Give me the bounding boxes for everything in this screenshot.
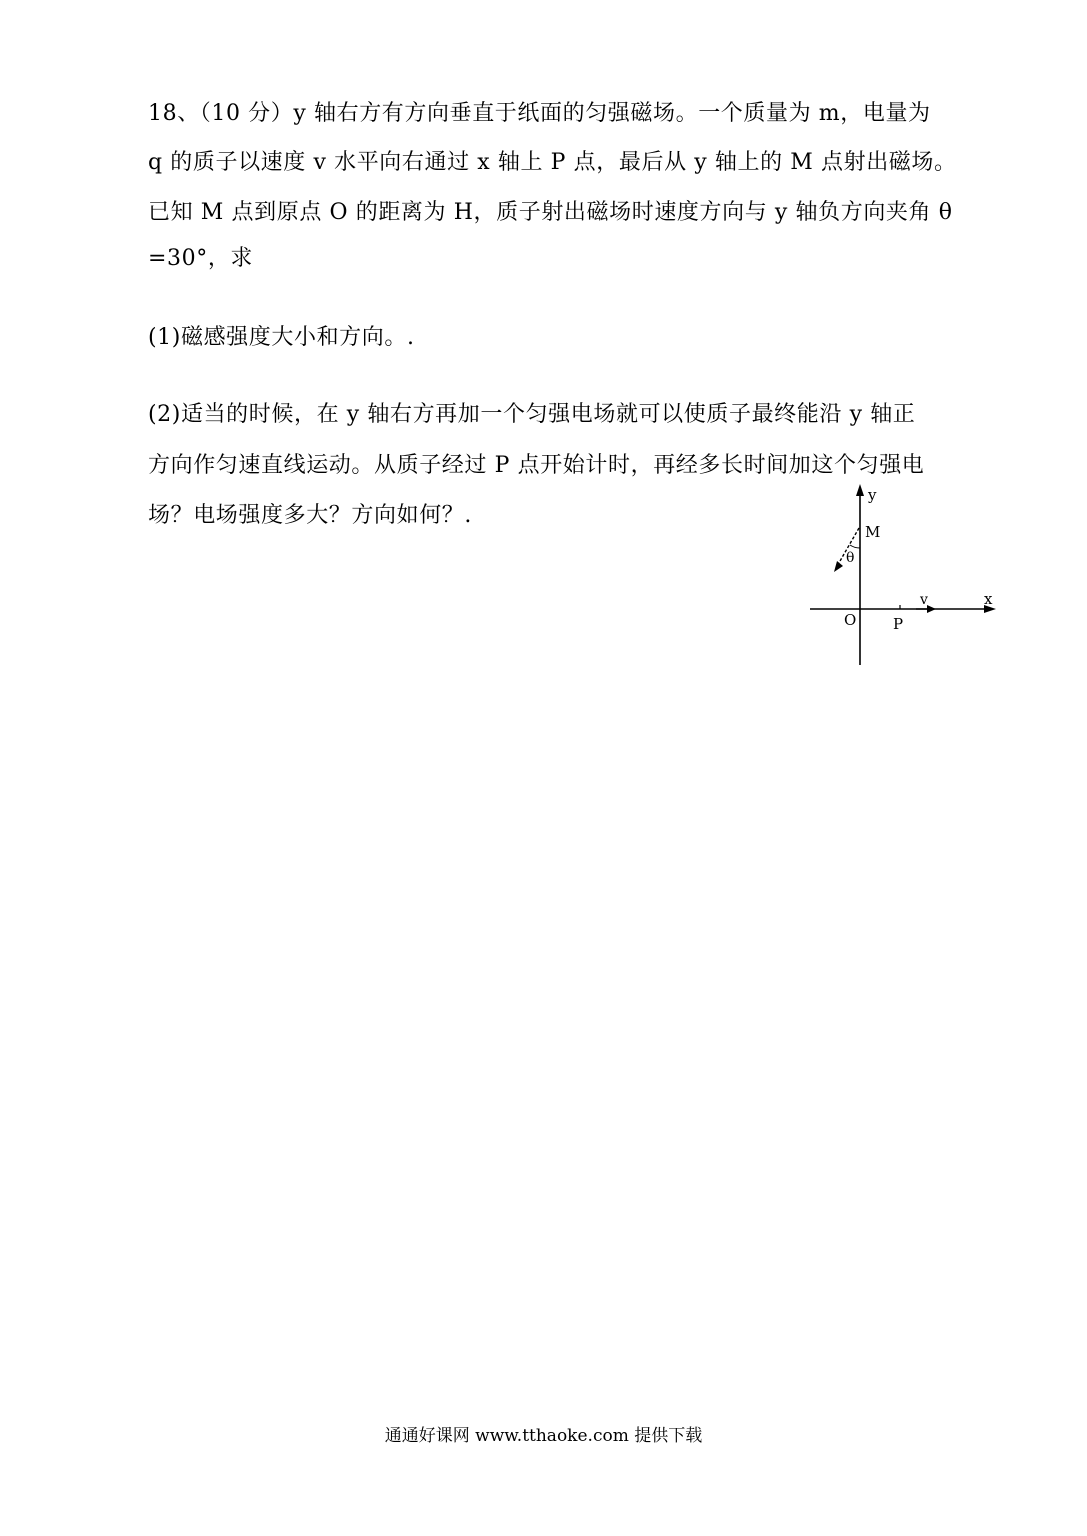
problem-line-1: 18、（10 分）y 轴右方有方向垂直于纸面的匀强磁场。一个质量为 m，电量为: [148, 101, 931, 126]
p-point-label: P: [893, 615, 904, 633]
theta-arc: [850, 545, 860, 548]
exit-velocity-arrow: [834, 561, 843, 572]
question-2-line-1: (2)适当的时候，在 y 轴右方再加一个匀强电场就可以使质子最终能沿 y 轴正: [148, 402, 916, 427]
x-axis-label: x: [984, 590, 993, 608]
problem-line-4: =30°，求: [148, 246, 254, 271]
m-point-label: M: [865, 523, 881, 541]
problem-line-3: 已知 M 点到原点 O 的距离为 H，质子射出磁场时速度方向与 y 轴负方向夹角 θ: [148, 200, 953, 225]
y-axis-arrow: [856, 484, 864, 496]
problem-line-2: q 的质子以速度 v 水平向右通过 x 轴上 P 点，最后从 y 轴上的 M 点射出磁场。: [148, 150, 957, 175]
velocity-label: v: [920, 592, 928, 608]
theta-label: θ: [846, 550, 855, 566]
question-2-line-3: 场？电场强度多大？方向如何？.: [148, 503, 472, 528]
coordinate-diagram: [800, 480, 1010, 670]
origin-label: O: [844, 611, 857, 629]
question-1: (1)磁感强度大小和方向。.: [148, 325, 415, 350]
y-axis-label: y: [868, 486, 877, 504]
footer-credit: 通通好课网 www.tthaoke.com 提供下载: [384, 1426, 703, 1446]
velocity-arrow-head: [927, 605, 936, 613]
question-2-line-2: 方向作匀速直线运动。从质子经过 P 点开始计时，再经多长时间加这个匀强电: [148, 453, 925, 478]
